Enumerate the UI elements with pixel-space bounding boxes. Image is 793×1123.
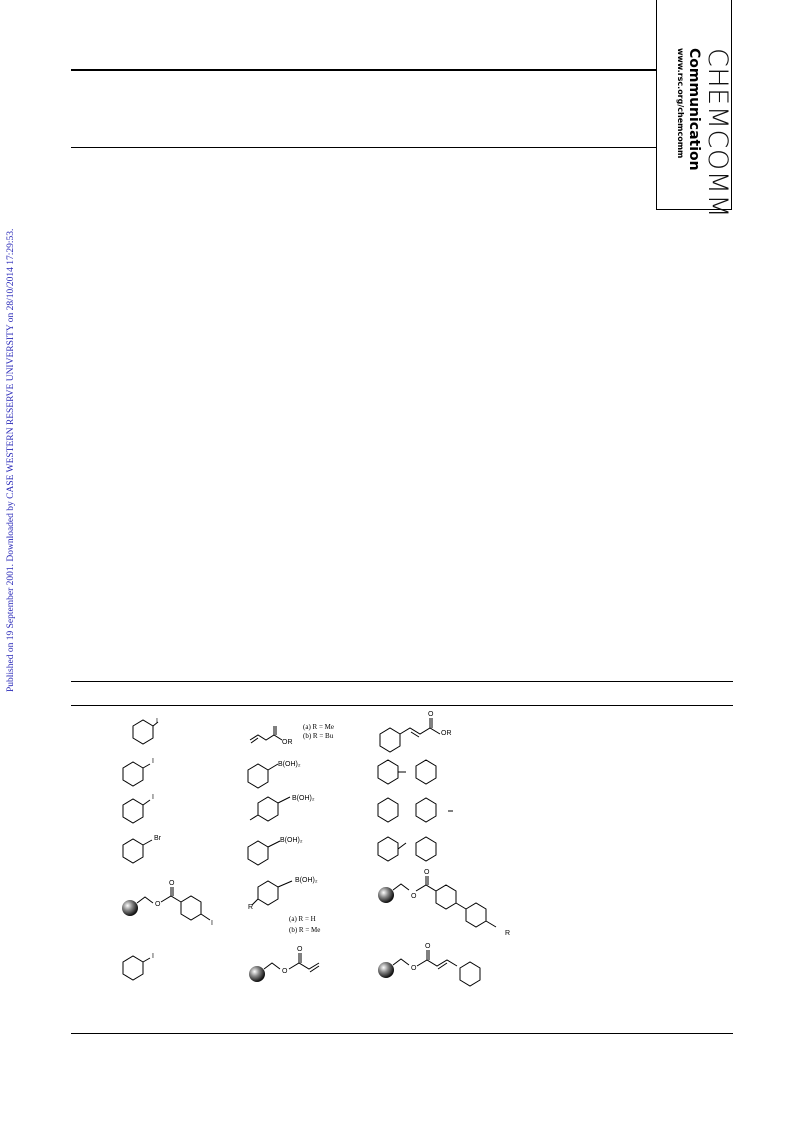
svg-text:B(OH)₂: B(OH)₂ <box>292 795 315 802</box>
svg-text:I: I <box>156 718 158 725</box>
svg-text:OR: OR <box>441 730 452 737</box>
phenylboronic-acid-1 <box>248 761 301 788</box>
svg-text:(b) R = Bu: (b) R = Bu <box>303 732 334 740</box>
svg-text:I: I <box>211 920 213 927</box>
svg-text:B(OH)₂: B(OH)₂ <box>278 761 301 768</box>
svg-text:R: R <box>248 904 254 911</box>
svg-text:R: R <box>505 930 511 937</box>
biphenyl-product-2 <box>378 798 453 822</box>
svg-text:O: O <box>169 880 175 887</box>
iodobenzene-4 <box>123 953 154 980</box>
iodobenzene-1 <box>133 718 158 744</box>
svg-text:OR: OR <box>282 739 293 746</box>
resin-bead <box>249 966 265 982</box>
svg-text:O: O <box>282 968 288 975</box>
iodobenzene-2 <box>123 758 154 786</box>
resin-bound-acrylate <box>249 946 319 982</box>
resin-bound-biphenyl-product <box>378 869 510 937</box>
svg-text:B(OH)₂: B(OH)₂ <box>280 837 303 844</box>
svg-text:O: O <box>411 965 417 972</box>
bromobenzene <box>123 835 162 863</box>
svg-text:(a) R = H: (a) R = H <box>289 915 316 923</box>
svg-text:I: I <box>152 758 154 765</box>
resin-bound-iodobenzoate <box>122 880 213 927</box>
iodobenzene-3 <box>123 794 154 823</box>
svg-text:O: O <box>155 901 161 908</box>
svg-text:O: O <box>424 869 430 876</box>
acrylate <box>250 723 334 746</box>
tolylboronic-acid <box>250 795 315 821</box>
svg-text:O: O <box>428 711 434 718</box>
resin-bead <box>378 962 394 978</box>
svg-text:O: O <box>297 946 303 953</box>
publication-note: Published on 19 September 2001. Downloaded by CASE WESTERN RESERVE UNIVERSITY on 28/10/2014 17:29:53. <box>6 228 16 692</box>
resin-bound-cinnamate-product <box>378 943 480 986</box>
svg-text:O: O <box>411 893 417 900</box>
cinnamate-product <box>380 711 452 752</box>
resin-bead <box>122 900 138 916</box>
svg-text:O: O <box>425 943 431 950</box>
biphenyl-product-3 <box>378 837 436 861</box>
svg-text:(b) R = Me: (b) R = Me <box>289 926 321 934</box>
resin-bead <box>378 887 394 903</box>
journal-url: www.rsc.org/chemcomm <box>676 48 685 159</box>
svg-text:Br: Br <box>154 835 161 842</box>
svg-text:I: I <box>152 953 154 960</box>
article-type: Communication <box>686 48 702 171</box>
svg-text:I: I <box>152 794 154 801</box>
phenylboronic-acid-2 <box>248 837 303 865</box>
journal-title: CHEMCOMM <box>702 48 733 219</box>
substituted-phenylboronic-acid <box>248 877 320 934</box>
svg-text:B(OH)₂: B(OH)₂ <box>295 877 318 884</box>
svg-text:(a) R = Me: (a) R = Me <box>303 723 334 731</box>
biphenyl-product-1 <box>378 760 436 784</box>
